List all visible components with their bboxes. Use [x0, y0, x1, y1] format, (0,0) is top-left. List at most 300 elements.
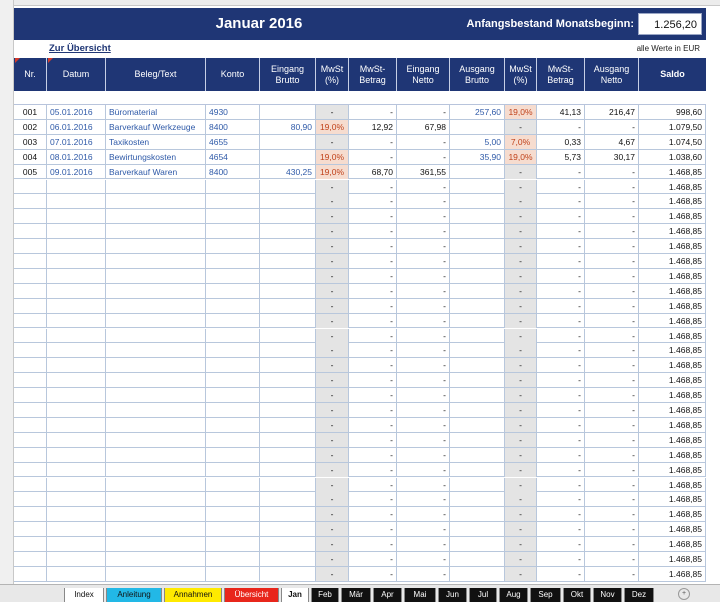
cell-ein-brutto[interactable]	[260, 552, 316, 566]
cell-nr[interactable]	[14, 224, 47, 238]
sheet-tab-9[interactable]: Jun	[438, 588, 467, 602]
cell-datum[interactable]	[47, 358, 106, 372]
cell-datum[interactable]	[47, 492, 106, 506]
cell-aus-brutto[interactable]	[450, 224, 505, 238]
cell-ein-brutto[interactable]	[260, 433, 316, 447]
cell-nr[interactable]	[14, 448, 47, 462]
column-header-0	[14, 58, 47, 91]
sheet-tab-1[interactable]: Anleitung	[106, 588, 162, 602]
cell-aus-netto: -	[585, 314, 639, 328]
cell-text[interactable]	[106, 403, 206, 417]
sheet-tab-12[interactable]: Sep	[530, 588, 561, 602]
table-row	[14, 150, 706, 165]
cell-text[interactable]: Taxikosten	[106, 135, 206, 149]
cell-datum[interactable]	[47, 448, 106, 462]
cell-nr[interactable]	[14, 239, 47, 253]
cell-datum[interactable]	[47, 224, 106, 238]
sheet-tab-13[interactable]: Okt	[563, 588, 591, 602]
cell-datum[interactable]	[47, 537, 106, 551]
header-spacer-row	[14, 91, 706, 105]
cell-konto[interactable]	[206, 552, 260, 566]
cell-ein-brutto[interactable]	[260, 343, 316, 357]
cell-ein-netto: 361,55	[397, 165, 450, 179]
cell-ein-brutto[interactable]: 430,25	[260, 165, 316, 179]
cell-datum[interactable]	[47, 329, 106, 343]
cell-datum[interactable]	[47, 299, 106, 313]
cell-datum[interactable]	[47, 418, 106, 432]
cell-ein-mwst-pct: -	[316, 194, 349, 208]
cell-aus-mwst: -	[537, 433, 585, 447]
cell-ein-mwst-pct: -	[316, 135, 349, 149]
cell-nr[interactable]	[14, 522, 47, 536]
cell-aus-brutto[interactable]	[450, 254, 505, 268]
cell-text[interactable]	[106, 507, 206, 521]
cell-ein-netto: -	[397, 537, 450, 551]
cell-ein-brutto[interactable]	[260, 209, 316, 223]
cell-konto[interactable]	[206, 492, 260, 506]
cell-ein-brutto[interactable]	[260, 448, 316, 462]
cell-text[interactable]	[106, 329, 206, 343]
sheet-tab-7[interactable]: Apr	[373, 588, 402, 602]
cell-ein-netto: -	[397, 358, 450, 372]
cell-ein-mwst-pct: -	[316, 180, 349, 194]
cell-ein-mwst: -	[349, 388, 397, 402]
cell-datum[interactable]	[47, 463, 106, 477]
cell-aus-mwst-pct: -	[505, 388, 537, 402]
cell-aus-brutto[interactable]	[450, 194, 505, 208]
cell-konto[interactable]	[206, 358, 260, 372]
table-row	[14, 165, 706, 180]
cell-datum[interactable]	[47, 403, 106, 417]
cell-ein-mwst: 68,70	[349, 165, 397, 179]
cell-aus-netto: -	[585, 299, 639, 313]
cell-aus-brutto[interactable]	[450, 120, 505, 134]
cell-nr[interactable]	[14, 478, 47, 492]
cell-aus-mwst: 5,73	[537, 150, 585, 164]
cell-text[interactable]	[106, 284, 206, 298]
sheet-tab-11[interactable]: Aug	[499, 588, 528, 602]
cell-nr[interactable]	[14, 373, 47, 387]
cell-nr[interactable]	[14, 329, 47, 343]
cell-ein-brutto[interactable]	[260, 239, 316, 253]
cell-saldo: 1.468,85	[639, 552, 706, 566]
column-header-label: MwSt- Betrag	[547, 63, 574, 85]
cell-datum[interactable]	[47, 373, 106, 387]
table-row	[14, 448, 706, 463]
comment-marker-icon	[48, 58, 53, 63]
cell-datum[interactable]	[47, 314, 106, 328]
cell-datum[interactable]	[47, 239, 106, 253]
sheet-tab-0[interactable]: Index	[64, 588, 104, 602]
cell-aus-brutto[interactable]	[450, 299, 505, 313]
cell-aus-brutto[interactable]	[450, 165, 505, 179]
cell-nr[interactable]	[14, 254, 47, 268]
cell-aus-netto: -	[585, 433, 639, 447]
cell-datum[interactable]	[47, 194, 106, 208]
cell-nr[interactable]	[14, 299, 47, 313]
title-bar	[14, 8, 706, 40]
cell-ein-brutto[interactable]	[260, 358, 316, 372]
cell-aus-mwst: -	[537, 254, 585, 268]
sheet-tab-10[interactable]: Jul	[469, 588, 497, 602]
cell-aus-netto: -	[585, 463, 639, 477]
cell-nr[interactable]: 002	[14, 120, 47, 134]
cell-aus-mwst: -	[537, 403, 585, 417]
overview-link[interactable]: Zur Übersicht	[49, 43, 111, 54]
table-row	[14, 552, 706, 567]
cell-datum[interactable]	[47, 567, 106, 581]
cell-aus-brutto[interactable]	[450, 433, 505, 447]
cell-nr[interactable]	[14, 284, 47, 298]
cell-text[interactable]	[106, 433, 206, 447]
cell-konto[interactable]	[206, 507, 260, 521]
cell-aus-brutto[interactable]	[450, 239, 505, 253]
cell-konto[interactable]: 8400	[206, 120, 260, 134]
cell-aus-brutto[interactable]	[450, 180, 505, 194]
cell-text[interactable]	[106, 552, 206, 566]
cell-ein-brutto[interactable]	[260, 180, 316, 194]
cell-konto[interactable]	[206, 448, 260, 462]
cell-text[interactable]	[106, 418, 206, 432]
cell-nr[interactable]	[14, 433, 47, 447]
cell-datum[interactable]: 05.01.2016	[47, 105, 106, 119]
cell-aus-mwst: -	[537, 224, 585, 238]
cell-text[interactable]	[106, 522, 206, 536]
cell-nr[interactable]	[14, 209, 47, 223]
cell-nr[interactable]	[14, 418, 47, 432]
cell-text[interactable]	[106, 194, 206, 208]
cell-ein-brutto[interactable]: 80,90	[260, 120, 316, 134]
cell-aus-mwst: -	[537, 314, 585, 328]
cell-ein-brutto[interactable]	[260, 478, 316, 492]
cell-datum[interactable]	[47, 254, 106, 268]
cell-konto[interactable]	[206, 418, 260, 432]
add-sheet-icon[interactable]: +	[678, 588, 690, 600]
cell-aus-brutto[interactable]	[450, 284, 505, 298]
cell-text[interactable]	[106, 537, 206, 551]
cell-datum[interactable]	[47, 522, 106, 536]
cell-konto[interactable]: 4655	[206, 135, 260, 149]
cell-text[interactable]	[106, 567, 206, 581]
cell-nr[interactable]	[14, 180, 47, 194]
cell-ein-brutto[interactable]	[260, 314, 316, 328]
cell-datum[interactable]: 06.01.2016	[47, 120, 106, 134]
cell-ein-mwst-pct: -	[316, 463, 349, 477]
cell-konto[interactable]: 8400	[206, 165, 260, 179]
cell-aus-brutto[interactable]	[450, 522, 505, 536]
cell-saldo: 1.079,50	[639, 120, 706, 134]
cell-ein-mwst: -	[349, 284, 397, 298]
cell-aus-brutto[interactable]	[450, 492, 505, 506]
cell-aus-brutto[interactable]	[450, 478, 505, 492]
cell-konto[interactable]	[206, 180, 260, 194]
sheet-tab-3[interactable]: Übersicht	[224, 588, 279, 602]
cell-aus-netto: -	[585, 239, 639, 253]
cell-aus-brutto[interactable]: 5,00	[450, 135, 505, 149]
cell-aus-brutto[interactable]	[450, 343, 505, 357]
cell-aus-mwst-pct: -	[505, 373, 537, 387]
cell-ein-mwst: -	[349, 373, 397, 387]
cell-text[interactable]	[106, 388, 206, 402]
cell-ein-brutto[interactable]	[260, 418, 316, 432]
cell-ein-brutto[interactable]	[260, 329, 316, 343]
cell-ein-mwst-pct: -	[316, 373, 349, 387]
cell-konto[interactable]	[206, 284, 260, 298]
cell-aus-brutto[interactable]	[450, 209, 505, 223]
cell-aus-mwst-pct: -	[505, 314, 537, 328]
cell-text[interactable]	[106, 209, 206, 223]
cell-ein-netto: -	[397, 552, 450, 566]
cell-aus-brutto[interactable]	[450, 329, 505, 343]
cell-aus-brutto[interactable]: 257,60	[450, 105, 505, 119]
cell-ein-mwst: -	[349, 403, 397, 417]
cell-nr[interactable]	[14, 492, 47, 506]
cell-nr[interactable]	[14, 343, 47, 357]
cell-aus-brutto[interactable]	[450, 269, 505, 283]
cell-aus-mwst-pct: -	[505, 224, 537, 238]
cell-text[interactable]	[106, 224, 206, 238]
sheet-tab-5[interactable]: Feb	[311, 588, 339, 602]
cell-aus-netto: -	[585, 403, 639, 417]
cell-aus-brutto[interactable]	[450, 448, 505, 462]
cell-saldo: 1.468,85	[639, 209, 706, 223]
cell-ein-brutto[interactable]	[260, 507, 316, 521]
cell-konto[interactable]	[206, 463, 260, 477]
cell-datum[interactable]	[47, 269, 106, 283]
cell-aus-mwst: -	[537, 507, 585, 521]
cell-nr[interactable]	[14, 552, 47, 566]
cell-aus-brutto[interactable]	[450, 552, 505, 566]
cell-nr[interactable]	[14, 463, 47, 477]
cell-nr[interactable]	[14, 314, 47, 328]
cell-ein-brutto[interactable]	[260, 388, 316, 402]
cell-text[interactable]	[106, 239, 206, 253]
cell-nr[interactable]	[14, 194, 47, 208]
opening-balance-input[interactable]: 1.256,20	[638, 13, 702, 35]
cell-text[interactable]	[106, 373, 206, 387]
cell-ein-brutto[interactable]	[260, 254, 316, 268]
cell-konto[interactable]	[206, 537, 260, 551]
cell-saldo: 1.074,50	[639, 135, 706, 149]
cell-ein-brutto[interactable]	[260, 284, 316, 298]
cell-ein-mwst-pct: -	[316, 418, 349, 432]
cell-konto[interactable]	[206, 314, 260, 328]
cell-ein-netto: -	[397, 105, 450, 119]
cell-ein-mwst-pct: -	[316, 522, 349, 536]
table-row	[14, 209, 706, 224]
table-row	[14, 537, 706, 552]
table-row	[14, 284, 706, 299]
cell-aus-brutto[interactable]	[450, 373, 505, 387]
cell-text[interactable]	[106, 299, 206, 313]
cell-text[interactable]	[106, 492, 206, 506]
cell-nr[interactable]: 003	[14, 135, 47, 149]
sheet-tab-6[interactable]: Mär	[341, 588, 371, 602]
cell-ein-netto: -	[397, 433, 450, 447]
cell-text[interactable]	[106, 269, 206, 283]
cell-aus-mwst: -	[537, 448, 585, 462]
cell-ein-brutto[interactable]	[260, 105, 316, 119]
cell-ein-brutto[interactable]	[260, 135, 316, 149]
cell-konto[interactable]: 4654	[206, 150, 260, 164]
cell-datum[interactable]	[47, 343, 106, 357]
cell-ein-netto: -	[397, 150, 450, 164]
cell-text[interactable]: Bewirtungskosten	[106, 150, 206, 164]
cell-aus-brutto[interactable]	[450, 463, 505, 477]
cell-aus-netto: -	[585, 552, 639, 566]
cell-datum[interactable]	[47, 388, 106, 402]
cell-aus-netto: -	[585, 224, 639, 238]
cell-ein-mwst: -	[349, 463, 397, 477]
sheet-tab-4[interactable]: Jan	[281, 588, 309, 602]
cell-datum[interactable]	[47, 507, 106, 521]
sheet-tab-8[interactable]: Mai	[404, 588, 436, 602]
cell-datum[interactable]: 08.01.2016	[47, 150, 106, 164]
sheet-tab-14[interactable]: Nov	[593, 588, 622, 602]
cell-text[interactable]	[106, 478, 206, 492]
cell-konto[interactable]	[206, 224, 260, 238]
cell-ein-brutto[interactable]	[260, 373, 316, 387]
cell-aus-brutto[interactable]	[450, 537, 505, 551]
cell-nr[interactable]: 004	[14, 150, 47, 164]
column-header-1	[47, 58, 106, 91]
cell-text[interactable]	[106, 463, 206, 477]
cell-ein-netto: -	[397, 492, 450, 506]
cell-ein-mwst-pct: -	[316, 507, 349, 521]
cell-aus-netto: -	[585, 358, 639, 372]
cell-aus-mwst-pct: -	[505, 284, 537, 298]
cell-aus-mwst-pct: -	[505, 403, 537, 417]
cell-konto[interactable]	[206, 194, 260, 208]
cell-nr[interactable]	[14, 388, 47, 402]
cell-text[interactable]	[106, 180, 206, 194]
sheet-tab-15[interactable]: Dez	[624, 588, 654, 602]
cell-konto[interactable]	[206, 329, 260, 343]
cell-text[interactable]: Büromaterial	[106, 105, 206, 119]
cell-konto[interactable]	[206, 269, 260, 283]
cell-ein-brutto[interactable]	[260, 463, 316, 477]
cell-text[interactable]: Barverkauf Waren	[106, 165, 206, 179]
cell-datum[interactable]	[47, 180, 106, 194]
cell-ein-brutto[interactable]	[260, 567, 316, 581]
cell-aus-mwst-pct: -	[505, 418, 537, 432]
cell-datum[interactable]: 09.01.2016	[47, 165, 106, 179]
cell-ein-mwst: -	[349, 343, 397, 357]
cell-nr[interactable]	[14, 537, 47, 551]
comment-marker-icon	[15, 58, 20, 63]
column-header-6	[349, 58, 397, 91]
cell-datum[interactable]: 07.01.2016	[47, 135, 106, 149]
cell-aus-mwst: -	[537, 343, 585, 357]
cell-ein-netto: -	[397, 567, 450, 581]
cell-aus-brutto[interactable]	[450, 507, 505, 521]
cell-konto[interactable]	[206, 299, 260, 313]
cell-text[interactable]	[106, 314, 206, 328]
cell-ein-mwst: -	[349, 150, 397, 164]
cell-saldo: 1.468,85	[639, 358, 706, 372]
cell-ein-brutto[interactable]	[260, 194, 316, 208]
cell-ein-netto: -	[397, 343, 450, 357]
cell-ein-brutto[interactable]	[260, 299, 316, 313]
cell-konto[interactable]	[206, 433, 260, 447]
cell-ein-brutto[interactable]	[260, 537, 316, 551]
cell-datum[interactable]	[47, 284, 106, 298]
cell-aus-brutto[interactable]	[450, 418, 505, 432]
cell-konto[interactable]	[206, 478, 260, 492]
cell-ein-mwst-pct: -	[316, 269, 349, 283]
cell-nr[interactable]	[14, 507, 47, 521]
cell-nr[interactable]	[14, 403, 47, 417]
cell-ein-mwst-pct: -	[316, 209, 349, 223]
cell-aus-brutto[interactable]	[450, 388, 505, 402]
cell-text[interactable]	[106, 254, 206, 268]
cell-datum[interactable]	[47, 209, 106, 223]
cell-text[interactable]: Barverkauf Werkzeuge	[106, 120, 206, 134]
sheet-tab-2[interactable]: Annahmen	[164, 588, 222, 602]
cell-aus-brutto[interactable]	[450, 403, 505, 417]
cell-text[interactable]	[106, 343, 206, 357]
cell-ein-mwst-pct: -	[316, 239, 349, 253]
cell-konto[interactable]	[206, 343, 260, 357]
cell-ein-brutto[interactable]	[260, 150, 316, 164]
cell-aus-brutto[interactable]	[450, 358, 505, 372]
cell-konto[interactable]	[206, 522, 260, 536]
cell-datum[interactable]	[47, 478, 106, 492]
table-row	[14, 433, 706, 448]
cell-konto[interactable]: 4930	[206, 105, 260, 119]
cell-aus-netto: -	[585, 343, 639, 357]
cell-datum[interactable]	[47, 433, 106, 447]
cell-ein-mwst: -	[349, 254, 397, 268]
cell-text[interactable]	[106, 358, 206, 372]
cell-ein-netto: -	[397, 314, 450, 328]
cell-ein-brutto[interactable]	[260, 403, 316, 417]
cell-aus-brutto[interactable]	[450, 314, 505, 328]
cell-nr[interactable]: 005	[14, 165, 47, 179]
cell-konto[interactable]	[206, 373, 260, 387]
table-row	[14, 492, 706, 507]
cell-konto[interactable]	[206, 388, 260, 402]
cell-nr[interactable]: 001	[14, 105, 47, 119]
table-row	[14, 343, 706, 358]
cell-saldo: 1.468,85	[639, 403, 706, 417]
cell-nr[interactable]	[14, 567, 47, 581]
cell-konto[interactable]	[206, 567, 260, 581]
table-row	[14, 105, 706, 120]
cell-konto[interactable]	[206, 209, 260, 223]
cell-nr[interactable]	[14, 269, 47, 283]
cell-datum[interactable]	[47, 552, 106, 566]
cell-ein-brutto[interactable]	[260, 522, 316, 536]
cell-ein-brutto[interactable]	[260, 492, 316, 506]
cell-ein-mwst-pct: -	[316, 567, 349, 581]
cell-aus-brutto[interactable]: 35,90	[450, 150, 505, 164]
cell-aus-brutto[interactable]	[450, 567, 505, 581]
cell-ein-brutto[interactable]	[260, 269, 316, 283]
column-header-label: Eingang Brutto	[270, 63, 305, 85]
cell-aus-mwst-pct: 19,0%	[505, 150, 537, 164]
cell-konto[interactable]	[206, 254, 260, 268]
cell-text[interactable]	[106, 448, 206, 462]
cell-aus-netto: -	[585, 284, 639, 298]
cell-konto[interactable]	[206, 239, 260, 253]
cell-aus-mwst: -	[537, 567, 585, 581]
cell-ein-mwst: 12,92	[349, 120, 397, 134]
cell-konto[interactable]	[206, 403, 260, 417]
cell-saldo: 1.468,85	[639, 329, 706, 343]
cell-nr[interactable]	[14, 358, 47, 372]
cell-ein-brutto[interactable]	[260, 224, 316, 238]
